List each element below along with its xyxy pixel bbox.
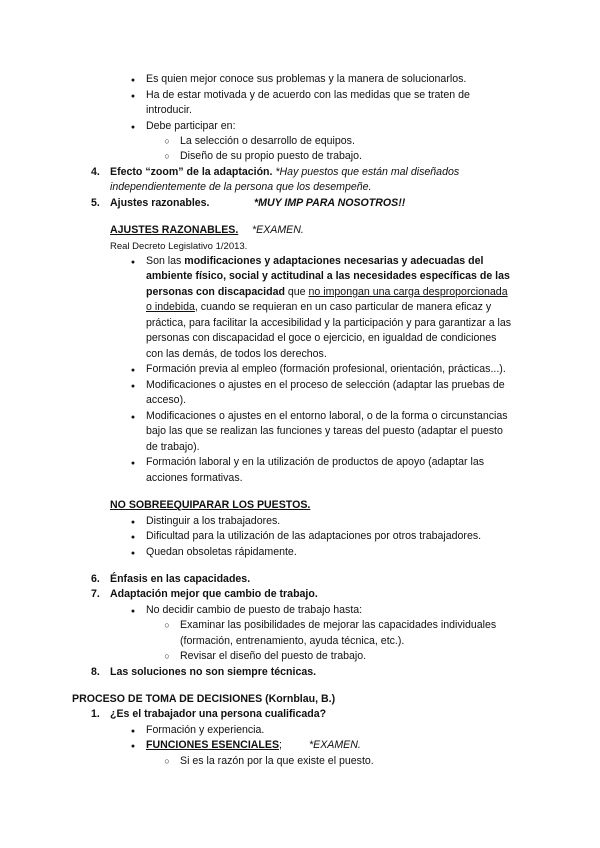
circle-bullet-icon <box>164 149 170 165</box>
sub-list-item-text: Diseño de su propio puesto de trabajo. <box>180 150 362 162</box>
item-title: Ajustes razonables. <box>110 197 210 209</box>
list-item-text: Formación laboral y en la utilización de productos de apoyo (adaptar las <box>146 456 485 468</box>
bullet-icon <box>130 378 136 395</box>
list-item-continuation: ambiente físico, social y actitudinal a las necesidades específicas de las <box>146 270 510 282</box>
bullet-icon <box>130 88 136 105</box>
item-number: 1. <box>91 708 100 720</box>
list-item-text: Modificaciones o ajustes en el proceso de selección (adaptar las pruebas de <box>146 379 505 391</box>
list-item-continuation: acceso). <box>146 394 187 406</box>
sub-list-item-text: Examinar las posibilidades de mejorar las capacidades individuales <box>180 619 497 631</box>
list-item-text: Son las modificaciones y adaptaciones necesarias y adecuadas del <box>146 255 484 267</box>
item-number: 6. <box>91 573 100 585</box>
bullet-icon <box>130 738 136 755</box>
list-item-text: Quedan obsoletas rápidamente. <box>146 546 297 558</box>
sub-list-item-text: Si es la razón por la que existe el puesto. <box>180 755 374 767</box>
list-item-continuation: personas con discapacidad el goce o ejercicio, en igualdad de condiciones <box>146 332 497 344</box>
bullet-icon <box>130 603 136 620</box>
item-note: *MUY IMP PARA NOSOTROS!! <box>254 197 406 209</box>
bullet-icon <box>130 545 136 562</box>
list-item-text: Dificultad para la utilización de las adaptaciones por otros trabajadores. <box>146 530 482 542</box>
item-title: Énfasis en las capacidades. <box>110 573 251 585</box>
circle-bullet-icon <box>164 134 170 150</box>
sub-list-item-continuation: (formación, entrenamiento, ayuda técnica, etc.). <box>180 635 405 647</box>
item-number: 7. <box>91 588 100 600</box>
item-note-continuation: independientemente de la persona que los desempeñe. <box>110 181 372 193</box>
circle-bullet-icon <box>164 618 170 634</box>
bullet-icon <box>130 72 136 89</box>
item-title: Efecto “zoom” de la adaptación. <box>110 166 273 178</box>
list-item-continuation: de trabajo). <box>146 441 200 453</box>
numbered-item <box>110 165 459 181</box>
decree-reference: Real Decreto Legislativo 1/2013. <box>110 241 248 252</box>
item-number: 8. <box>91 666 100 678</box>
item-note: *Hay puestos que están mal diseñados <box>272 166 460 178</box>
sub-list-item-text: La selección o desarrollo de equipos. <box>180 135 355 147</box>
item-title: Las soluciones no son siempre técnicas. <box>110 666 317 678</box>
item-number: 4. <box>91 166 100 178</box>
list-item-text: No decidir cambio de puesto de trabajo hasta: <box>146 604 363 616</box>
list-item-text: FUNCIONES ESENCIALES; <box>146 739 282 751</box>
list-item-continuation: introducir. <box>146 104 192 116</box>
list-item-continuation: práctica, para facilitar la accesibilidad y la participación y para garantizar a las <box>146 317 512 329</box>
list-item-text: Formación previa al empleo (formación profesional, orientación, prácticas...). <box>146 363 506 375</box>
item-number: 5. <box>91 197 100 209</box>
bullet-icon <box>130 455 136 472</box>
section-heading: NO SOBREEQUIPARAR LOS PUESTOS. <box>110 499 311 511</box>
sub-list-item-text: Revisar el diseño del puesto de trabajo. <box>180 650 367 662</box>
circle-bullet-icon <box>164 754 170 770</box>
bullet-icon <box>130 119 136 136</box>
list-item-text: Modificaciones o ajustes en el entorno laboral, o de la forma o circunstancias <box>146 410 508 422</box>
bullet-icon <box>130 529 136 546</box>
circle-bullet-icon <box>164 649 170 665</box>
section-heading: AJUSTES RAZONABLES. <box>110 224 239 236</box>
list-item-text: Distinguir a los trabajadores. <box>146 515 281 527</box>
section-heading: PROCESO DE TOMA DE DECISIONES (Kornblau, B.) <box>72 693 336 705</box>
list-item-text: Formación y experiencia. <box>146 724 265 736</box>
list-item-text: Debe participar en: <box>146 120 236 132</box>
list-item-continuation: personas con discapacidad que no impongan una carga desproporcionada <box>146 286 508 298</box>
list-item-text: Ha de estar motivada y de acuerdo con las medidas que se traten de <box>146 89 470 101</box>
item-title: Adaptación mejor que cambio de trabajo. <box>110 588 318 600</box>
bullet-icon <box>130 362 136 379</box>
list-item-continuation: o indebida, cuando se requieran en un caso particular de manera eficaz y <box>146 301 492 313</box>
exam-note: *EXAMEN. <box>252 224 304 236</box>
list-item-continuation: bajo las que se realizan las funciones y tareas del puesto (adaptar el puesto <box>146 425 503 437</box>
exam-note: *EXAMEN. <box>309 739 361 751</box>
bullet-icon <box>130 254 136 271</box>
list-item-continuation: con las demás, de todos los derechos. <box>146 348 327 360</box>
item-title: ¿Es el trabajador una persona cualificada? <box>110 708 327 720</box>
bullet-icon <box>130 409 136 426</box>
list-item-text: Es quien mejor conoce sus problemas y la manera de solucionarlos. <box>146 73 467 85</box>
list-item-continuation: acciones formativas. <box>146 472 243 484</box>
